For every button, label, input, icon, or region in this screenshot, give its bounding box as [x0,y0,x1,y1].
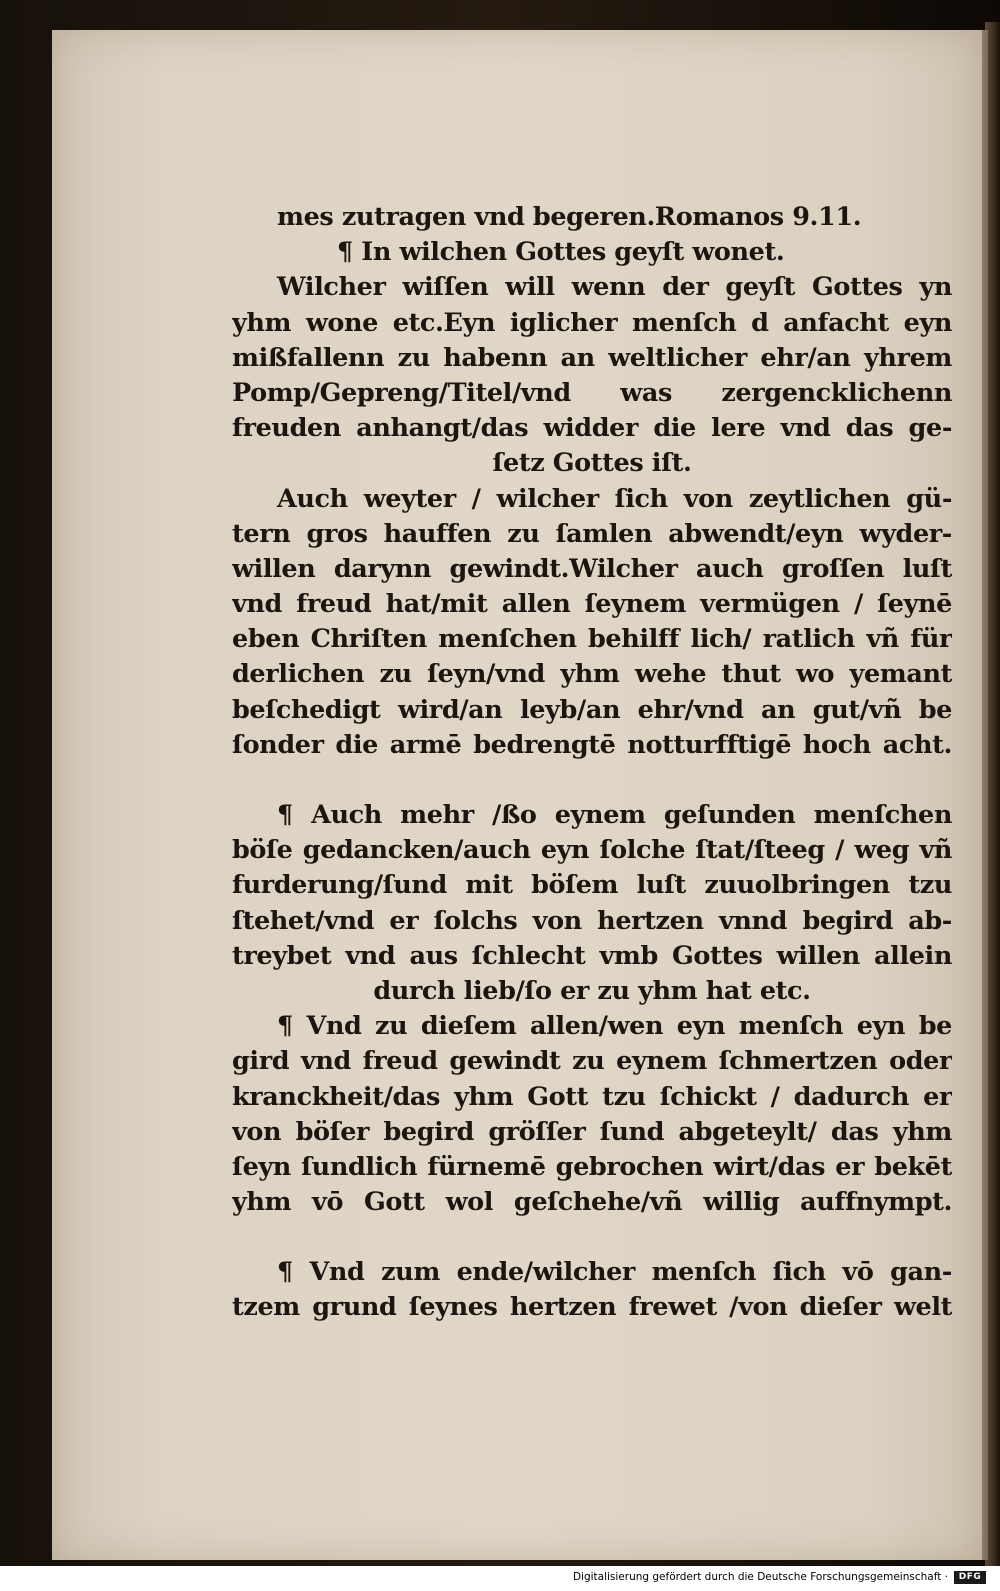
text-line: freuden anhangt/das widder die lere vnd das ge- [232,413,952,444]
page-text-block [232,200,952,1326]
text-line: ¶ Vnd zum ende/wilcher menſch ſich vō gan- [277,1257,952,1288]
text-line: böſe gedancken/auch eyn ſolche ſtat/ſteeg / weg vñ [232,835,952,866]
text-line: treybet vnd aus ſchlecht vmb Gottes willen allein [232,940,952,971]
dfg-logo: DFG [954,1571,986,1584]
text-line: gird vnd freud gewindt zu eynem ſchmertzen oder [232,1046,952,1077]
text-line: yhm wone etc.Eyn iglicher menſch d anfacht eyn [232,307,952,338]
text-line: Pomp/Gepreng/Titel/vnd was zergencklichenn [232,377,952,408]
text-line: tern gros hauffen zu ſamlen abwendt/eyn wyder- [232,518,952,549]
text-line: ¶ Vnd zu dieſem allen/wen eyn menſch eyn be [277,1011,952,1042]
text-line: kranckheit/das yhm Gott tzu ſchickt / dadurch er [232,1081,952,1112]
text-line: eben Chriſten menſchen behilff lich/ ratlich vñ für [232,624,952,655]
text-line: ¶ Auch mehr /ßo eynem geſunden menſchen [277,800,952,830]
paragraph-gap [232,1220,952,1255]
text-line: beſchedigt wird/an leyb/an ehr/vnd an gut/vñ be [232,694,952,725]
funding-credit-text: Digitalisierung gefördert durch die Deutsche Forschungsgemeinschaft · [572,1571,948,1583]
book-page [52,30,982,1560]
text-line: ſtehet/vnd er ſolchs von hertzen vnnd begird ab- [232,905,952,936]
text-line: Auch weyter / wilcher ſich von zeytlichen gü- [277,483,952,514]
text-line: mes zutragen vnd begeren.Romanos 9.11. [277,202,862,232]
text-line: von böſer begird gröſſer ſund abgeteylt/ das yhm [232,1116,952,1147]
text-line: ¶ In wilchen Gottes geyſt wonet. [337,237,785,268]
text-line: ſonder die armē bedrengtē notturfftigē hoch acht. [232,729,952,760]
text-line: mißfallenn zu habenn an weltlicher ehr/an yhrem [232,342,952,373]
text-line: Wilcher wiſſen will wenn der geyſt Gottes yn [277,272,952,303]
text-line: tzem grund ſeynes hertzen frewet /von dieſer welt [232,1292,952,1323]
text-line: ſeyn ſundlich fürnemē gebrochen wirt/das er bekēt [232,1151,952,1182]
text-line: derlichen zu ſeyn/vnd yhm wehe thut wo yemant [232,659,952,690]
paragraph-gap [232,763,952,798]
digitization-footer [0,1566,1000,1591]
text-line: ſetz Gottes iſt. [492,448,692,479]
text-line: durch lieb/ſo er zu yhm hat etc. [373,975,811,1006]
text-line: furderung/ſund mit böſem luſt zuuolbringen tzu [232,870,952,901]
text-line: yhm vō Gott wol geſchehe/vñ willig auffnympt. [232,1187,952,1218]
text-line: vnd freud hat/mit allen ſeynem vermügen / ſeynē [232,589,952,620]
text-line: willen darynn gewindt.Wilcher auch groſſen luſt [232,553,952,584]
